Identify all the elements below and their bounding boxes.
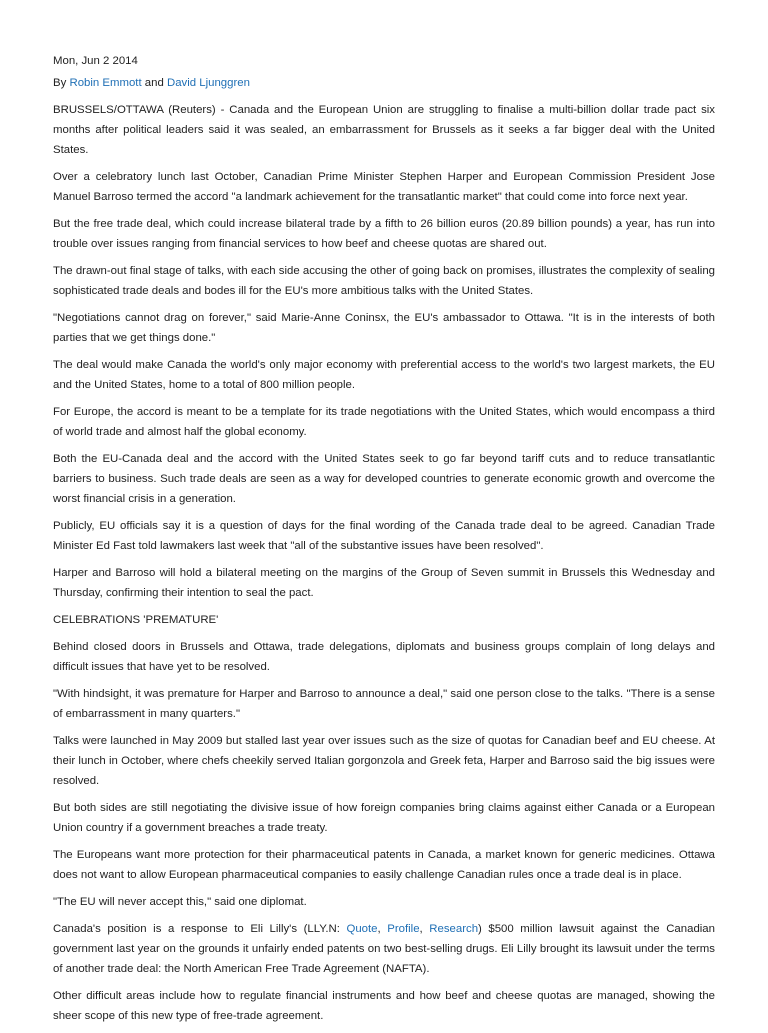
paragraph: But the free trade deal, which could increase bilateral trade by a fifth to 26 billion euros (20.89 billion pounds) a year, has run into trouble over issues ranging from financial services to how beef and cheese quotas are shared out. — [53, 218, 715, 250]
author-link-david-ljunggren[interactable]: David Ljunggren — [166, 77, 250, 89]
paragraph: The deal would make Canada the world's only major economy with preferential access to the world's two largest markets, the EU and the United States, home to a total of 800 million people. — [53, 359, 715, 391]
paragraph: BRUSSELS/OTTAWA (Reuters) - Canada and the European Union are struggling to finalise a multi-billion dollar trade pact six months after political leaders said it was sealed, an embarrassment for Brussels as it seeks a far bigger deal with the United States. — [53, 104, 715, 156]
paragraph: "The EU will never accept this," said one diplomat. — [53, 896, 307, 908]
paragraph: Other difficult areas include how to regulate financial instruments and how beef and cheese quotas are managed, showing the sheer scope of this new type of free-trade agreement. — [53, 990, 715, 1022]
separator: , — [377, 923, 388, 935]
profile-link[interactable]: Profile — [387, 923, 420, 935]
paragraph: But both sides are still negotiating the divisive issue of how foreign companies bring claims against either Canada or a European Union country if a government breaches a trade treaty. — [53, 802, 715, 834]
paragraph: Over a celebratory lunch last October, Canadian Prime Minister Stephen Harper and European Commission President Jose Manuel Barroso termed the accord "a landmark achievement for the transatlantic market" that could come into force next year. — [53, 171, 715, 203]
byline — [53, 73, 715, 93]
paragraph: For Europe, the accord is meant to be a template for its trade negotiations with the United States, which would encompass a third of world trade and almost half the global economy. — [53, 406, 715, 438]
paragraph: Both the EU-Canada deal and the accord with the United States seek to go far beyond tariff cuts and to reduce transatlantic barriers to business. Such trade deals are seen as a way for developed countries to generate economic growth and overcome the worst financial crisis in a generation. — [53, 453, 715, 505]
section-heading: CELEBRATIONS 'PREMATURE' — [53, 614, 219, 626]
paragraph-text: ) $500 million lawsuit against the Canadian government last year on the grounds it unfairly ended patents on two best-selling drugs. Eli Lilly brought its lawsuit under the terms of another trade deal: the North American Free Trade Agreement (NAFTA). — [53, 923, 715, 975]
article — [53, 51, 715, 1033]
paragraph-text: Canada's position is a response to Eli Lilly's (LLY.N: — [53, 923, 347, 935]
paragraph: The drawn-out final stage of talks, with each side accusing the other of going back on promises, illustrates the complexity of sealing sophisticated trade deals and bodes ill for the EU's more ambitious talks with the United States. — [53, 265, 715, 297]
paragraph: Talks were launched in May 2009 but stalled last year over issues such as the size of quotas for Canadian beef and EU cheese. At their lunch in October, where chefs cheekily served Italian gorgonzola and Greek feta, Harper and Barroso said the big issues were resolved. — [53, 735, 715, 787]
paragraph: Behind closed doors in Brussels and Ottawa, trade delegations, diplomats and business groups complain of long delays and difficult issues that have yet to be resolved. — [53, 641, 715, 673]
paragraph: "Negotiations cannot drag on forever," said Marie-Anne Coninsx, the EU's ambassador to Ottawa. "It is in the interests of both parties that we get things done." — [53, 312, 715, 344]
paragraph: Harper and Barroso will hold a bilateral meeting on the margins of the Group of Seven summit in Brussels this Wednesday and Thursday, confirming their intention to seal the pact. — [53, 567, 715, 599]
paragraph-eli-lilly — [53, 919, 715, 979]
research-link[interactable]: Research — [429, 923, 479, 935]
quote-link[interactable]: Quote — [346, 923, 378, 935]
paragraph: The Europeans want more protection for their pharmaceutical patents in Canada, a market known for generic medicines. Ottawa does not want to allow European pharmaceutical companies to easily challenge Canadian rules once a trade deal is in place. — [53, 849, 715, 881]
author-link-robin-emmott[interactable]: Robin Emmott — [69, 77, 142, 89]
separator: , — [419, 923, 430, 935]
byline-prefix: By — [53, 77, 70, 89]
article-date: Mon, Jun 2 2014 — [53, 55, 138, 67]
byline-conjunction: and — [141, 77, 167, 89]
paragraph: Publicly, EU officials say it is a question of days for the final wording of the Canada trade deal to be agreed. Canadian Trade Minister Ed Fast told lawmakers last week that "all of the substantive issues have been resolved". — [53, 520, 715, 552]
paragraph: "With hindsight, it was premature for Harper and Barroso to announce a deal," said one person close to the talks. "There is a sense of embarrassment in many quarters." — [53, 688, 715, 720]
